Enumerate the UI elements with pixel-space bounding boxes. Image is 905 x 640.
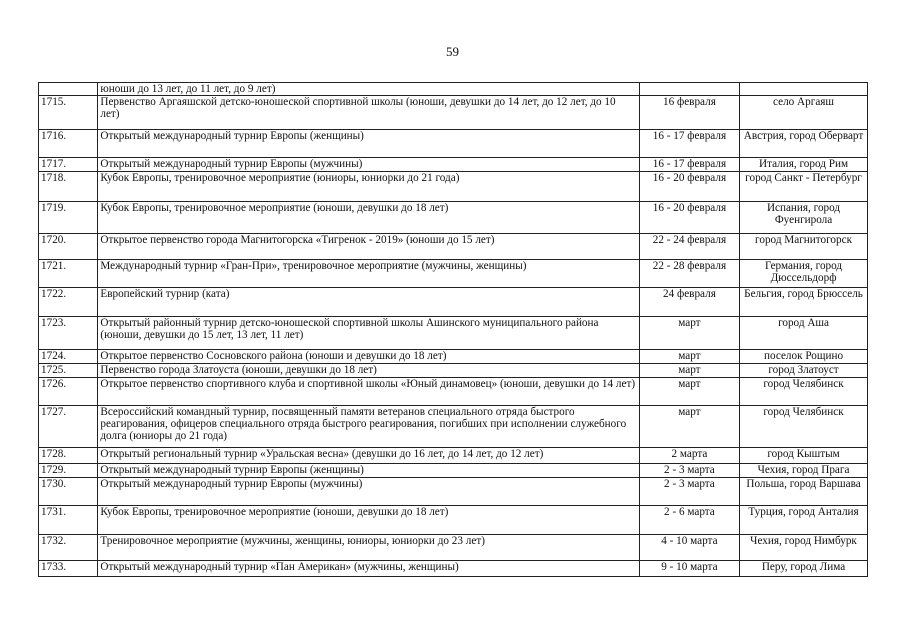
event-date: 2 - 6 марта xyxy=(639,506,739,535)
event-name: Открытый международный турнир «Пан Американ» (мужчины, женщины) xyxy=(98,561,639,577)
event-place: Польша, город Варшава xyxy=(740,478,868,506)
event-date: 16 - 20 февраля xyxy=(639,172,739,202)
row-number: 1722. xyxy=(39,288,98,317)
event-name: Международный турнир «Гран-При», тренировочное мероприятие (мужчины, женщины) xyxy=(98,260,639,288)
event-name: Открытый районный турнир детско-юношеской спортивной школы Ашинского муниципального района (юноши, девушки до 15 лет, 13 лет, 11 лет) xyxy=(98,317,639,350)
table-row xyxy=(39,448,868,464)
event-name: Открытое первенство города Магнитогорска «Тигренок - 2019» (юноши до 15 лет) xyxy=(98,234,639,260)
row-number: 1726. xyxy=(39,378,98,406)
row-number: 1721. xyxy=(39,260,98,288)
table-row xyxy=(39,506,868,535)
event-place: Италия, город Рим xyxy=(740,158,868,172)
event-place: город Златоуст xyxy=(740,364,868,378)
event-name: Открытый международный турнир Европы (мужчины) xyxy=(98,478,639,506)
event-name: Тренировочное мероприятие (мужчины, женщины, юниоры, юниорки до 23 лет) xyxy=(98,535,639,561)
event-date: 16 - 17 февраля xyxy=(639,158,739,172)
table-row xyxy=(39,158,868,172)
event-name: Открытое первенство спортивного клуба и спортивной школы «Юный динамовец» (юноши, девушки до 14 лет) xyxy=(98,378,639,406)
event-name: Открытый международный турнир Европы (мужчины) xyxy=(98,158,639,172)
table-row xyxy=(39,83,868,96)
event-name: Открытый международный турнир Европы (женщины) xyxy=(98,464,639,478)
event-name: Открытый региональный турнир «Уральская весна» (девушки до 16 лет, до 14 лет, до 12 лет) xyxy=(98,448,639,464)
event-name: Всероссийский командный турнир, посвященный памяти ветеранов специального отряда быстрого реагирования, офицеров специального отряда быстрого реагирования, погибших при исполнении служебного долга (юниоры до 21 года) xyxy=(98,406,639,448)
row-number: 1717. xyxy=(39,158,98,172)
row-number: 1720. xyxy=(39,234,98,260)
row-number: 1733. xyxy=(39,561,98,577)
table-row xyxy=(39,202,868,234)
row-number: 1731. xyxy=(39,506,98,535)
event-date: 2 - 3 марта xyxy=(639,478,739,506)
event-date: март xyxy=(639,350,739,364)
event-name: Кубок Европы, тренировочное мероприятие (юниоры, юниорки до 21 года) xyxy=(98,172,639,202)
event-name: Первенство Аргаяшской детско-юношеской спортивной школы (юноши, девушки до 14 лет, до 12 лет, до 10 лет) xyxy=(98,96,639,130)
event-place: город Аша xyxy=(740,317,868,350)
table-row xyxy=(39,350,868,364)
row-number: 1732. xyxy=(39,535,98,561)
table-row xyxy=(39,96,868,130)
event-date: 2 марта xyxy=(639,448,739,464)
row-number: 1725. xyxy=(39,364,98,378)
row-number: 1719. xyxy=(39,202,98,234)
event-name: Открытый международный турнир Европы (женщины) xyxy=(98,130,639,158)
row-number xyxy=(39,83,98,96)
table-row xyxy=(39,364,868,378)
event-place: город Санкт - Петербург xyxy=(740,172,868,202)
row-number: 1724. xyxy=(39,350,98,364)
row-number: 1728. xyxy=(39,448,98,464)
event-place: Чехия, город Нимбурк xyxy=(740,535,868,561)
row-number: 1718. xyxy=(39,172,98,202)
row-number: 1723. xyxy=(39,317,98,350)
events-table xyxy=(38,82,868,577)
event-date xyxy=(639,83,739,96)
event-name: Европейский турнир (ката) xyxy=(98,288,639,317)
event-date: 9 - 10 марта xyxy=(639,561,739,577)
event-date: 22 - 28 февраля xyxy=(639,260,739,288)
event-place: село Аргаяш xyxy=(740,96,868,130)
event-place: Турция, город Анталия xyxy=(740,506,868,535)
table-row xyxy=(39,172,868,202)
table-row xyxy=(39,260,868,288)
event-date: март xyxy=(639,364,739,378)
table-row xyxy=(39,317,868,350)
table-row xyxy=(39,478,868,506)
event-place: Перу, город Лима xyxy=(740,561,868,577)
table-row xyxy=(39,535,868,561)
event-place: город Кыштым xyxy=(740,448,868,464)
row-number: 1716. xyxy=(39,130,98,158)
row-number: 1730. xyxy=(39,478,98,506)
event-date: март xyxy=(639,317,739,350)
event-date: 16 - 20 февраля xyxy=(639,202,739,234)
event-date: март xyxy=(639,378,739,406)
event-date: 16 февраля xyxy=(639,96,739,130)
event-date: 22 - 24 февраля xyxy=(639,234,739,260)
event-date: 2 - 3 марта xyxy=(639,464,739,478)
page-number: 59 xyxy=(446,44,459,59)
table-row xyxy=(39,406,868,448)
event-place: Австрия, город Оберварт xyxy=(740,130,868,158)
event-date: 24 февраля xyxy=(639,288,739,317)
row-number: 1727. xyxy=(39,406,98,448)
event-place: Германия, город Дюссельдорф xyxy=(740,260,868,288)
row-number: 1715. xyxy=(39,96,98,130)
event-place: Бельгия, город Брюссель xyxy=(740,288,868,317)
table-row xyxy=(39,464,868,478)
event-name: Открытое первенство Сосновского района (юноши и девушки до 18 лет) xyxy=(98,350,639,364)
event-place: Чехия, город Прага xyxy=(740,464,868,478)
event-date: март xyxy=(639,406,739,448)
table-row xyxy=(39,378,868,406)
table-row xyxy=(39,561,868,577)
event-date: 4 - 10 марта xyxy=(639,535,739,561)
table-row xyxy=(39,234,868,260)
event-name: Кубок Европы, тренировочное мероприятие (юноши, девушки до 18 лет) xyxy=(98,202,639,234)
event-place: Испания, город Фуенгирола xyxy=(740,202,868,234)
table-row xyxy=(39,130,868,158)
event-name: юноши до 13 лет, до 11 лет, до 9 лет) xyxy=(98,83,639,96)
event-place: город Магнитогорск xyxy=(740,234,868,260)
event-place xyxy=(740,83,868,96)
event-place: город Челябинск xyxy=(740,406,868,448)
event-name: Кубок Европы, тренировочное мероприятие (юноши, девушки до 18 лет) xyxy=(98,506,639,535)
table-row xyxy=(39,288,868,317)
event-place: город Челябинск xyxy=(740,378,868,406)
event-name: Первенство города Златоуста (юноши, девушки до 18 лет) xyxy=(98,364,639,378)
event-place: поселок Рощино xyxy=(740,350,868,364)
row-number: 1729. xyxy=(39,464,98,478)
event-date: 16 - 17 февраля xyxy=(639,130,739,158)
